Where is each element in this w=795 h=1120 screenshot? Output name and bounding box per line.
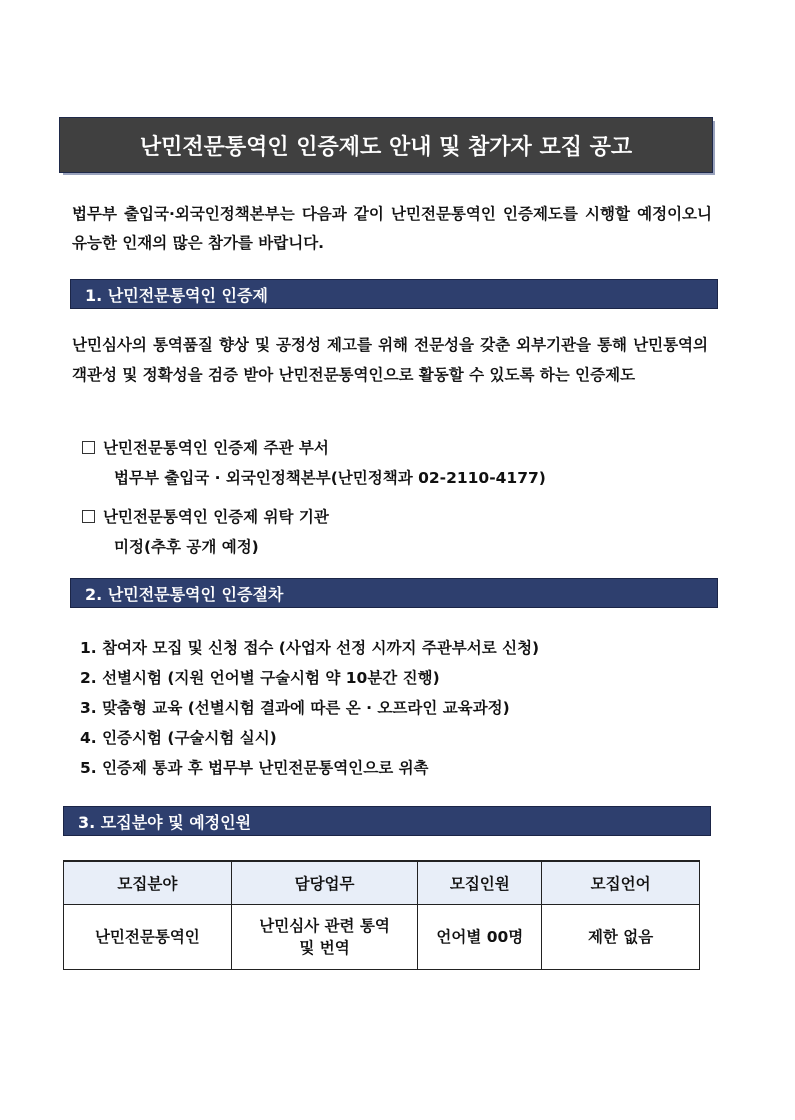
recruitment-table <box>63 860 700 970</box>
checkbox-icon <box>82 510 95 523</box>
table-cell: 언어별 00명 <box>418 905 542 970</box>
certification-description: 난민심사의 통역품질 향상 및 공정성 제고를 위해 전문성을 갖춘 외부기관을 통해 난민통역의 객관성 및 정확성을 검증 받아 난민전문통역인으로 활동할 수 있도록 하는 인증제도 <box>72 336 708 384</box>
procedure-step: 1. 참여자 모집 및 신청 접수 (사업자 선정 시까지 주관부서로 신청) <box>80 639 540 657</box>
table-row <box>64 905 700 970</box>
column-header: 담당업무 <box>231 861 418 905</box>
checklist-item-label: 난민전문통역인 인증제 주관 부서 <box>103 439 329 457</box>
procedure-step: 3. 맞춤형 교육 (선별시험 결과에 따른 온 · 오프라인 교육과정) <box>80 699 510 717</box>
procedure-step: 2. 선별시험 (지원 언어별 구술시험 약 10분간 진행) <box>80 669 440 687</box>
checklist-item-host-department <box>82 436 329 458</box>
procedure-step: 4. 인증시험 (구술시험 실시) <box>80 729 277 747</box>
checkbox-icon <box>82 441 95 454</box>
section-heading-procedure: 2. 난민전문통역인 인증절차 <box>70 578 718 608</box>
procedure-step: 5. 인증제 통과 후 법무부 난민전문통역인으로 위촉 <box>80 759 429 777</box>
column-header: 모집인원 <box>418 861 542 905</box>
procedure-steps-list <box>80 633 539 783</box>
column-header: 모집언어 <box>542 861 700 905</box>
checklist-item-label: 난민전문통역인 인증제 위탁 기관 <box>103 508 329 526</box>
table-header-row <box>64 861 700 905</box>
section-heading-recruitment: 3. 모집분야 및 예정인원 <box>63 806 711 836</box>
page-title: 난민전문통역인 인증제도 안내 및 참가자 모집 공고 <box>60 118 712 172</box>
section-heading-certification: 1. 난민전문통역인 인증제 <box>70 279 718 309</box>
checklist-item-detail: 미정(추후 공개 예정) <box>114 538 259 556</box>
table-cell: 제한 없음 <box>542 905 700 970</box>
checklist-item-detail: 법무부 출입국 · 외국인정책본부(난민정책과 02-2110-4177) <box>114 469 546 487</box>
column-header: 모집분야 <box>64 861 232 905</box>
table-cell: 난민심사 관련 통역 및 번역 <box>231 905 418 970</box>
table-cell: 난민전문통역인 <box>64 905 232 970</box>
intro-paragraph: 법무부 출입국·외국인정책본부는 다음과 같이 난민전문통역인 인증제도를 시행할 예정이오니 유능한 인재의 많은 참가를 바랍니다. <box>72 205 712 252</box>
checklist-item-entrusted-agency <box>82 505 329 527</box>
